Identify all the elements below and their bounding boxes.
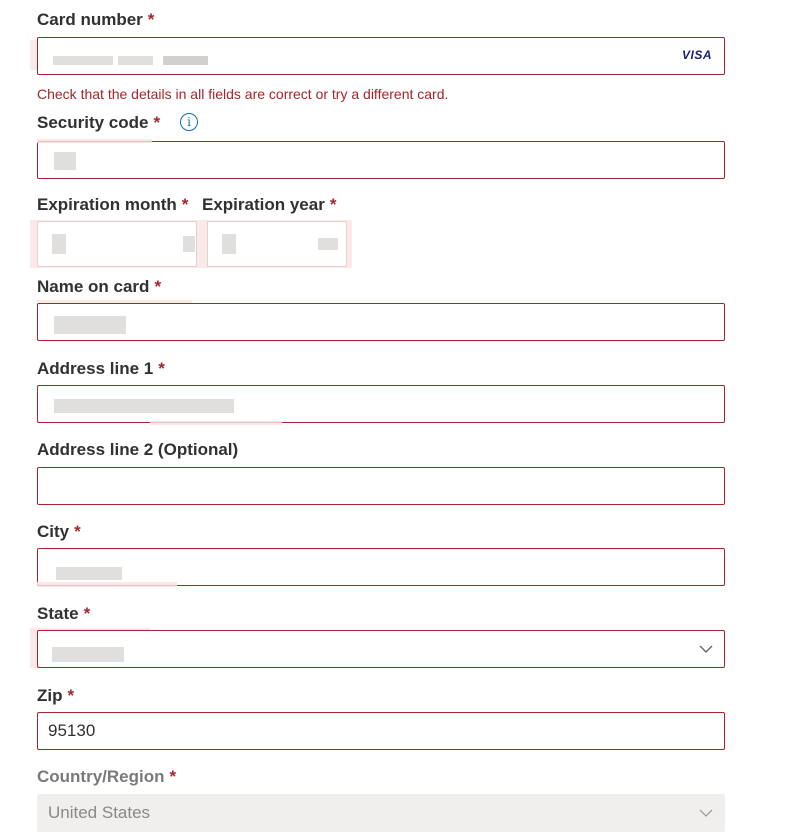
address-line2-label: Address line 2 (Optional) xyxy=(37,440,239,459)
redacted-value xyxy=(54,399,234,413)
required-marker: * xyxy=(153,113,161,132)
state-select[interactable] xyxy=(37,630,725,668)
redacted-value xyxy=(52,234,66,254)
address-line1-input[interactable] xyxy=(37,385,725,423)
redacted-value xyxy=(54,152,76,170)
zip-value: 95130 xyxy=(48,721,96,740)
chevron-down-icon xyxy=(698,641,714,657)
redacted-value xyxy=(183,236,195,252)
required-marker: * xyxy=(181,195,189,214)
card-number-input[interactable] xyxy=(37,37,725,75)
redacted-value xyxy=(163,56,208,65)
state-label: State * xyxy=(37,604,91,623)
country-region-value: United States xyxy=(48,803,151,822)
security-code-input[interactable] xyxy=(37,141,725,179)
chevron-down-icon xyxy=(698,805,714,821)
zip-label: Zip * xyxy=(37,686,75,705)
city-input[interactable] xyxy=(37,548,725,586)
country-region-select xyxy=(37,794,725,832)
info-icon[interactable]: i xyxy=(180,113,198,131)
required-marker: * xyxy=(74,522,81,541)
expiration-month-select[interactable] xyxy=(37,221,197,267)
required-marker: * xyxy=(329,195,337,214)
zip-input[interactable] xyxy=(37,712,725,750)
name-on-card-label: Name on card * xyxy=(37,277,162,296)
security-code-label: Security code * xyxy=(37,113,161,132)
expiration-year-select[interactable] xyxy=(207,221,347,267)
required-marker: * xyxy=(67,686,75,705)
name-on-card-input[interactable] xyxy=(37,303,725,341)
visa-logo-icon: VISA xyxy=(681,48,712,62)
redacted-value xyxy=(53,56,113,65)
redacted-value xyxy=(118,56,153,65)
required-marker: * xyxy=(169,767,177,786)
expiration-month-label: Expiration month * xyxy=(37,195,189,214)
expiration-year-label: Expiration year * xyxy=(202,195,337,214)
required-marker: * xyxy=(158,359,165,378)
redacted-value xyxy=(56,567,122,580)
redacted-value xyxy=(222,234,236,254)
redacted-value xyxy=(318,238,338,250)
required-marker: * xyxy=(83,604,91,623)
required-marker: * xyxy=(147,10,155,29)
city-label: City * xyxy=(37,522,81,541)
card-number-label: Card number * xyxy=(37,10,155,29)
address-line2-input[interactable] xyxy=(37,467,725,505)
card-error-message: Check that the details in all fields are correct or try a different card. xyxy=(37,86,449,102)
redacted-value xyxy=(54,316,126,334)
redaction-overlay xyxy=(150,421,282,425)
redaction-overlay xyxy=(37,139,152,143)
redaction-overlay xyxy=(37,582,177,587)
redacted-value xyxy=(52,647,124,662)
country-region-label: Country/Region * xyxy=(37,767,177,786)
required-marker: * xyxy=(154,277,162,296)
address-line1-label: Address line 1 * xyxy=(37,359,165,378)
